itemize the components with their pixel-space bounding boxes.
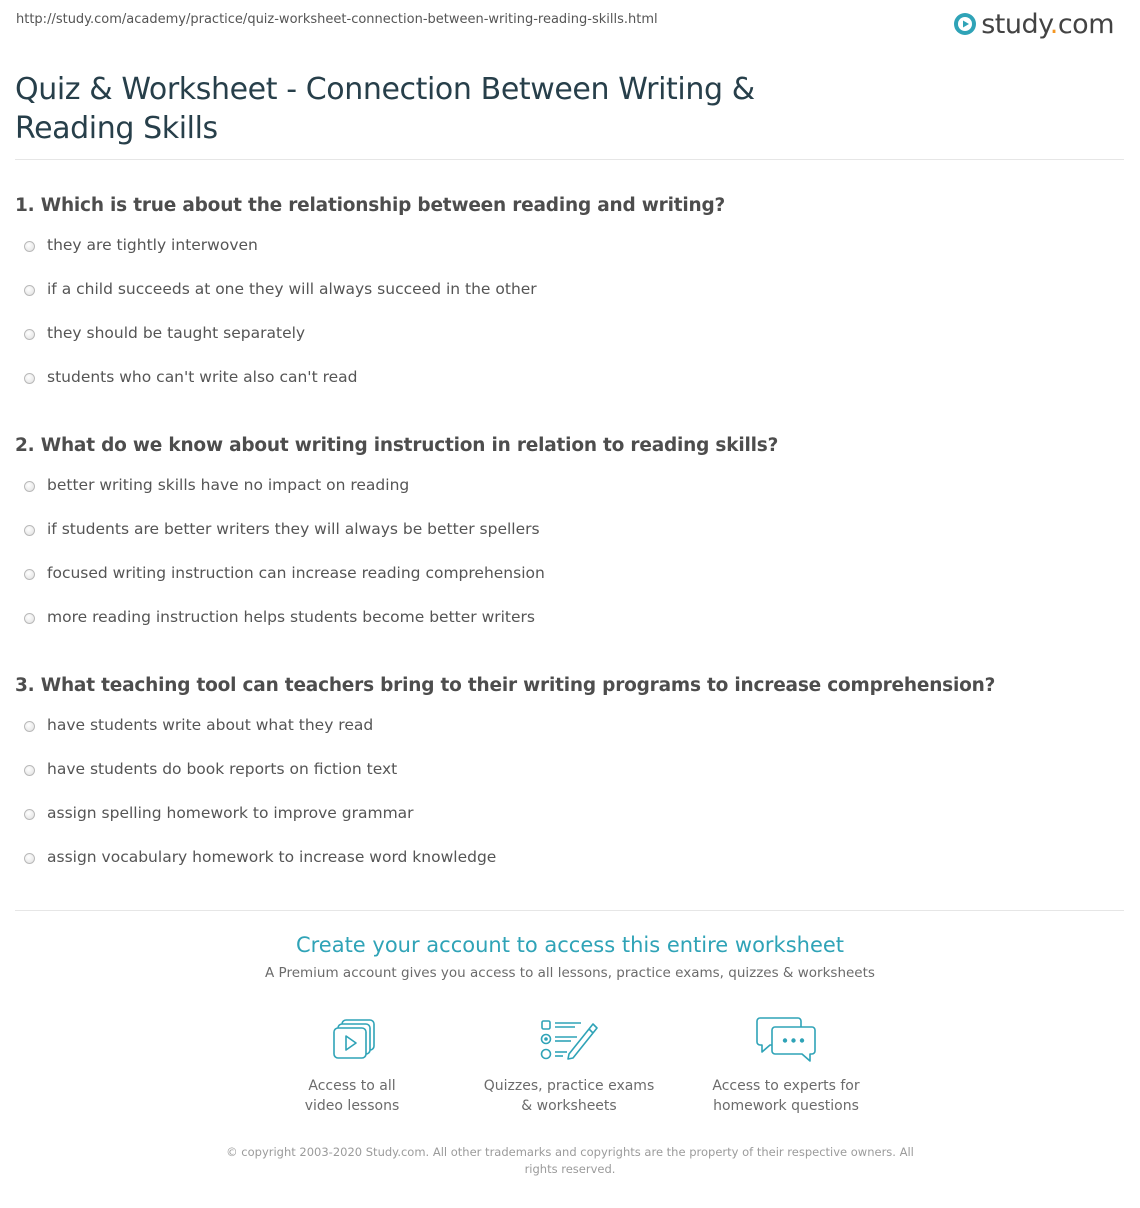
question-1 xyxy=(15,193,1115,411)
question-text: 2. What do we know about writing instruction in relation to reading skills? xyxy=(15,435,779,456)
cta-subtitle: A Premium account gives you access to all lessons, practice exams, quizzes & worksheets xyxy=(265,965,875,981)
feature-experts xyxy=(686,1016,886,1116)
answer-label: if a child succeeds at one they will always succeed in the other xyxy=(47,280,537,298)
question-text: 3. What teaching tool can teachers bring to their writing programs to increase comprehension? xyxy=(15,675,996,696)
radio-button[interactable] xyxy=(24,721,35,732)
answer-label: they are tightly interwoven xyxy=(47,236,258,254)
radio-button[interactable] xyxy=(24,481,35,492)
page-title: Quiz & Worksheet - Connection Between Writing & Reading Skills xyxy=(15,72,755,146)
radio-button[interactable] xyxy=(24,809,35,820)
title-divider xyxy=(15,159,1124,160)
page-url: http://study.com/academy/practice/quiz-worksheet-connection-between-writing-reading-skills.html xyxy=(16,12,658,27)
answer-label: if students are better writers they will always be better spellers xyxy=(47,520,540,538)
feature-label: Access to experts for homework questions xyxy=(712,1078,860,1114)
answer-option[interactable] xyxy=(15,803,1115,847)
logo-dot: . xyxy=(1049,8,1058,40)
answer-list xyxy=(15,475,1115,651)
logo-brand-tld: com xyxy=(1057,8,1114,40)
answer-list xyxy=(15,715,1115,891)
chat-bubbles-icon xyxy=(754,1016,818,1064)
answer-label: students who can't write also can't read xyxy=(47,368,358,386)
radio-button[interactable] xyxy=(24,765,35,776)
question-text: 1. Which is true about the relationship between reading and writing? xyxy=(15,195,726,216)
answer-option[interactable] xyxy=(15,715,1115,759)
logo-brand-main: study xyxy=(981,8,1050,40)
answer-label: they should be taught separately xyxy=(47,324,306,342)
answer-option[interactable] xyxy=(15,759,1115,803)
feature-video-lessons xyxy=(252,1016,452,1116)
radio-button[interactable] xyxy=(24,853,35,864)
radio-button[interactable] xyxy=(24,329,35,340)
answer-option[interactable] xyxy=(15,235,1115,279)
feature-label: Access to all video lessons xyxy=(304,1078,400,1114)
radio-button[interactable] xyxy=(24,613,35,624)
logo-text xyxy=(981,9,1114,40)
answer-label: more reading instruction helps students become better writers xyxy=(47,608,535,626)
radio-button[interactable] xyxy=(24,373,35,384)
radio-button[interactable] xyxy=(24,525,35,536)
answer-option[interactable] xyxy=(15,323,1115,367)
answer-label: better writing skills have no impact on reading xyxy=(47,476,410,494)
answer-label: focused writing instruction can increase reading comprehension xyxy=(47,564,545,582)
answer-option[interactable] xyxy=(15,563,1115,607)
answer-option[interactable] xyxy=(15,475,1115,519)
study-logo[interactable] xyxy=(953,6,1114,42)
answer-label: assign vocabulary homework to increase word knowledge xyxy=(47,848,497,866)
copyright-text: © copyright 2003-2020 Study.com. All other trademarks and copyrights are the property of their respective owners. All rights reserved. xyxy=(226,1145,914,1176)
answer-option[interactable] xyxy=(15,607,1115,651)
answer-option[interactable] xyxy=(15,279,1115,323)
answer-option[interactable] xyxy=(15,519,1115,563)
cta-divider xyxy=(15,910,1124,911)
cta-title[interactable]: Create your account to access this entire worksheet xyxy=(295,933,845,957)
answer-option[interactable] xyxy=(15,847,1115,891)
radio-button[interactable] xyxy=(24,569,35,580)
feature-quizzes xyxy=(469,1016,669,1116)
answer-list xyxy=(15,235,1115,411)
question-3 xyxy=(15,673,1115,891)
question-2 xyxy=(15,433,1115,651)
answer-label: have students write about what they read xyxy=(47,716,374,734)
radio-button[interactable] xyxy=(24,285,35,296)
play-circle-icon xyxy=(953,12,977,36)
radio-button[interactable] xyxy=(24,241,35,252)
video-lessons-icon xyxy=(320,1016,384,1064)
quiz-checklist-icon xyxy=(537,1016,601,1064)
answer-label: have students do book reports on fiction text xyxy=(47,760,398,778)
feature-label: Quizzes, practice exams & worksheets xyxy=(483,1078,655,1114)
answer-option[interactable] xyxy=(15,367,1115,411)
answer-label: assign spelling homework to improve grammar xyxy=(47,804,414,822)
